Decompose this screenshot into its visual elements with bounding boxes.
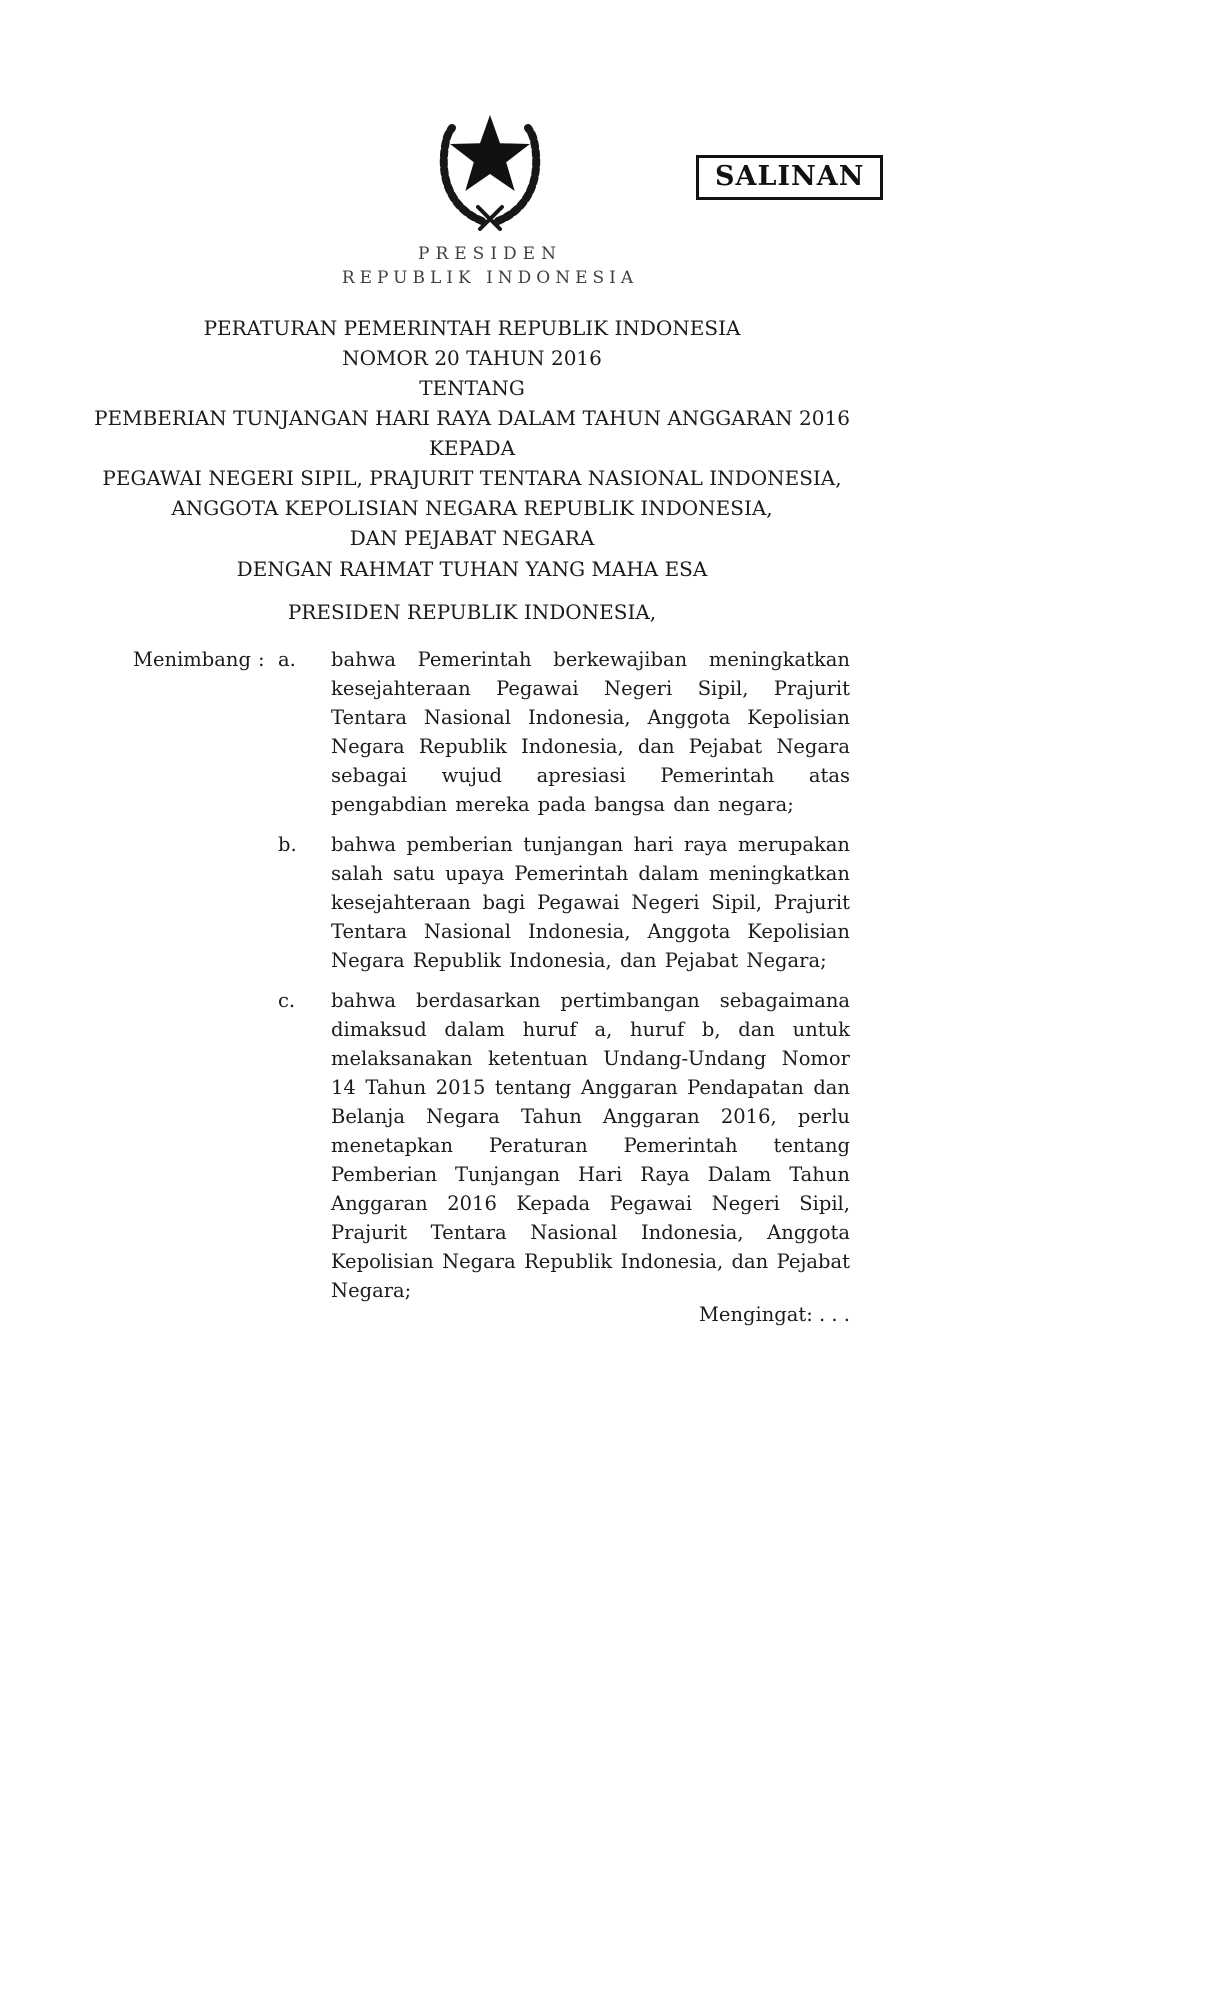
letterhead bbox=[0, 244, 980, 288]
regulation-subject-line: DAN PEJABAT NEGARA bbox=[349, 526, 595, 550]
presidential-seal-icon bbox=[426, 103, 554, 235]
consideration-marker: c. bbox=[278, 989, 296, 1012]
consideration-marker: a. bbox=[278, 648, 296, 671]
considerations-separator: : bbox=[258, 648, 265, 671]
salinan-stamp bbox=[696, 155, 883, 200]
consideration-text: bahwa pemberian tunjangan hari raya merupakan salah satu upaya Pemerintah dalam meningkatkan kesejahteraan bagi Pegawai Negeri Sipil, Prajurit Tentara Nasional Indonesia, Anggota Kepolisian Negara Republik Indonesia, dan Pejabat Negara; bbox=[331, 833, 850, 972]
consideration-text: bahwa Pemerintah berkewajiban meningkatkan kesejahteraan Pegawai Negeri Sipil, Prajurit Tentara Nasional Indonesia, Anggota Kepolisian Negara Republik Indonesia, dan Pejabat Negara sebagai wujud apresiasi Pemerintah atas pengabdian mereka pada bangsa dan negara; bbox=[331, 648, 850, 816]
consideration-item-c bbox=[278, 986, 850, 1305]
invocation-line: DENGAN RAHMAT TUHAN YANG MAHA ESA bbox=[236, 557, 708, 581]
regulation-subject-line: PEGAWAI NEGERI SIPIL, PRAJURIT TENTARA NASIONAL INDONESIA, bbox=[102, 466, 842, 490]
regulation-heading: PERATURAN PEMERINTAH REPUBLIK INDONESIA bbox=[203, 316, 741, 340]
salinan-stamp-label: SALINAN bbox=[715, 161, 865, 192]
considerations-section bbox=[133, 645, 850, 1305]
consideration-item-a bbox=[278, 645, 850, 819]
consideration-text: bahwa berdasarkan pertimbangan sebagaimana dimaksud dalam huruf a, huruf b, dan untuk melaksanakan ketentuan Undang-Undang Nomor 14 Tahun 2015 tentang Anggaran Pendapatan dan Belanja Negara Tahun Anggaran 2016, perlu menetapkan Peraturan Pemerintah tentang Pemberian Tunjangan Hari Raya Dalam Tahun Anggaran 2016 Kepada Pegawai Negeri Sipil, Prajurit Tentara Nasional Indonesia, Anggota Kepolisian Negara Republik Indonesia, dan Pejabat Negara; bbox=[331, 989, 850, 1302]
consideration-marker: b. bbox=[278, 833, 297, 856]
consideration-item-b bbox=[278, 830, 850, 975]
regulation-tentang: TENTANG bbox=[419, 376, 525, 400]
regulation-number: NOMOR 20 TAHUN 2016 bbox=[342, 346, 602, 370]
considerations-label: Menimbang bbox=[133, 648, 251, 671]
letterhead-republik-indonesia: REPUBLIK INDONESIA bbox=[341, 268, 639, 288]
regulation-subject-line: PEMBERIAN TUNJANGAN HARI RAYA DALAM TAHUN ANGGARAN 2016 KEPADA bbox=[94, 406, 850, 460]
letterhead-presiden: PRESIDEN bbox=[418, 244, 562, 264]
authority-line: PRESIDEN REPUBLIK INDONESIA, bbox=[287, 600, 657, 624]
regulation-title-block bbox=[60, 313, 884, 553]
considerations-items bbox=[278, 645, 850, 1305]
catchword-mengingat: Mengingat: . . . bbox=[698, 1303, 850, 1326]
regulation-subject-line: ANGGOTA KEPOLISIAN NEGARA REPUBLIK INDONESIA, bbox=[171, 496, 773, 520]
